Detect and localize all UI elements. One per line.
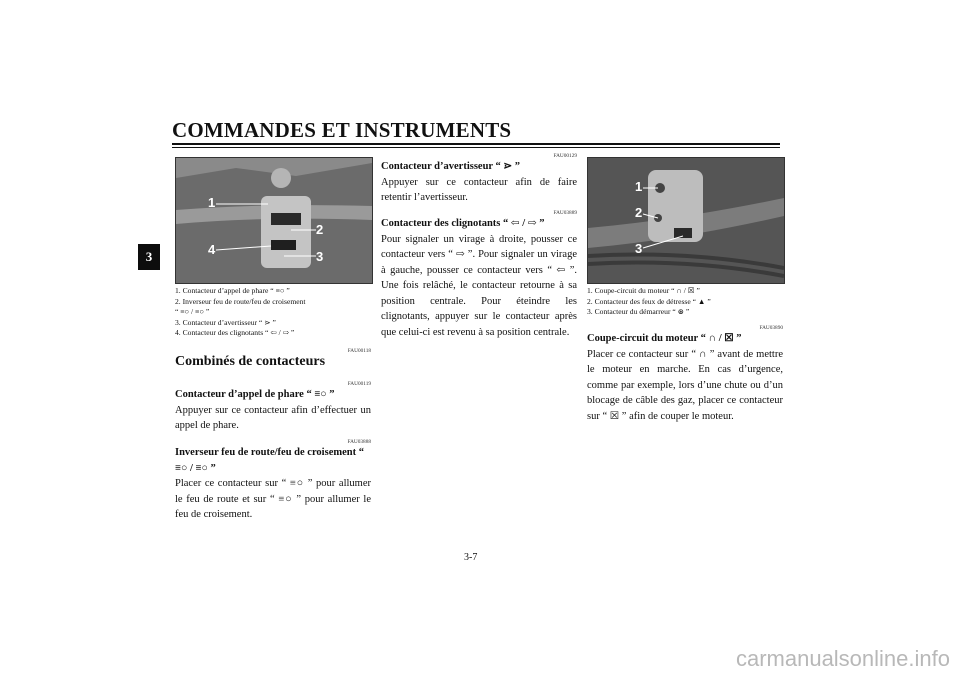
caption-item: “ ≡○ / ≡○ ” xyxy=(175,307,210,316)
photo-label-2: 2 xyxy=(635,205,643,220)
ref-code: FAU00129 xyxy=(553,153,577,159)
caption-item: 1. Coupe-circuit du moteur “ ∩ / ☒ ” xyxy=(587,286,700,295)
photo-label-2: 2 xyxy=(316,222,324,237)
ref-code: FAU03890 xyxy=(759,325,783,331)
photo-label-3: 3 xyxy=(316,249,324,264)
subsection-title: Inverseur feu de route/feu de croisement “ ≡○ / ≡○ ” xyxy=(175,447,364,474)
chapter-tab: 3 xyxy=(138,244,160,270)
page-number: 3-7 xyxy=(464,552,478,563)
photo-label-4: 4 xyxy=(208,242,216,257)
header-rule-thick xyxy=(172,143,780,145)
body-text: Pour signaler un virage à droite, pousser ce contacteur vers “ ⇨ ”. Pour signaler un virage à gauche, pousser ce contacteur vers “ ⇦ ”. Une fois relâché, le contacteur retourne à sa position centrale. Pour éteindre les clignotants, appuyer sur le contacteur après que celui-ci est revenu à sa position centrale. xyxy=(381,233,577,338)
ref-code: FAU03888 xyxy=(347,439,371,445)
right-figure-captions xyxy=(587,286,787,318)
horn-switch-block xyxy=(381,159,577,206)
caption-item: 2. Inverseur feu de route/feu de croisement xyxy=(175,296,306,306)
body-text: Appuyer sur ce contacteur afin d’effectuer un appel de phare. xyxy=(175,404,371,431)
ref-code: FAU03889 xyxy=(553,210,577,216)
subsection-title: Contacteur d’appel de phare “ ≡○ ” xyxy=(175,389,335,400)
left-handlebar-illustration xyxy=(176,158,372,283)
caption-item: 3. Contacteur d’avertisseur “ ⋗ ” xyxy=(175,317,276,327)
caption-item: 2. Contacteur des feux de détresse “ ▲ ” xyxy=(587,296,711,306)
caption-item: 4. Contacteur des clignotants “ ⇦ / ⇨ ” xyxy=(175,328,295,337)
turn-signal-block xyxy=(381,216,577,340)
subsection-title: Coupe-circuit du moteur “ ∩ / ☒ ” xyxy=(587,333,742,344)
headlight-flasher-block xyxy=(175,387,371,434)
caption-item: 1. Contacteur d’appel de phare “ ≡○ ” xyxy=(175,286,290,295)
subsection-title: Contacteur des clignotants “ ⇦ / ⇨ ” xyxy=(381,218,545,229)
right-handlebar-illustration xyxy=(588,158,784,283)
watermark: carmanualsonline.info xyxy=(735,646,950,671)
header-rule-thin xyxy=(172,147,780,148)
caption-item: 3. Contacteur du démarreur “ ⊛ ” xyxy=(587,307,690,316)
subsection-title: Contacteur d’avertisseur “ ⋗ ” xyxy=(381,161,521,172)
left-figure-captions xyxy=(175,286,375,339)
page-header-title: COMMANDES ET INSTRUMENTS xyxy=(172,118,512,142)
photo-label-1: 1 xyxy=(208,195,216,210)
photo-label-1: 1 xyxy=(635,179,643,194)
dimmer-switch-block xyxy=(175,445,371,523)
left-handlebar-photo xyxy=(175,157,373,284)
ref-code: FAU00118 xyxy=(347,348,371,354)
section-title: Combinés de contacteurs xyxy=(175,354,326,369)
photo-label-3: 3 xyxy=(635,241,643,256)
body-text: Appuyer sur ce contacteur afin de faire retentir l’avertisseur. xyxy=(381,176,577,203)
body-text: Placer ce contacteur sur “ ≡○ ” pour allumer le feu de route et sur “ ≡○ ” pour allumer le feu de croisement. xyxy=(175,478,371,520)
body-text: Placer ce contacteur sur “ ∩ ” avant de mettre le moteur en marche. En cas d’urgence, comme par exemple, lors d’une chute ou d’un blocage de câble des gaz, placer ce contacteur sur “ ☒ ” afin de couper le moteur. xyxy=(587,348,783,422)
engine-stop-switch-block xyxy=(587,331,783,424)
right-handlebar-photo xyxy=(587,157,785,284)
ref-code: FAU00119 xyxy=(347,381,371,387)
